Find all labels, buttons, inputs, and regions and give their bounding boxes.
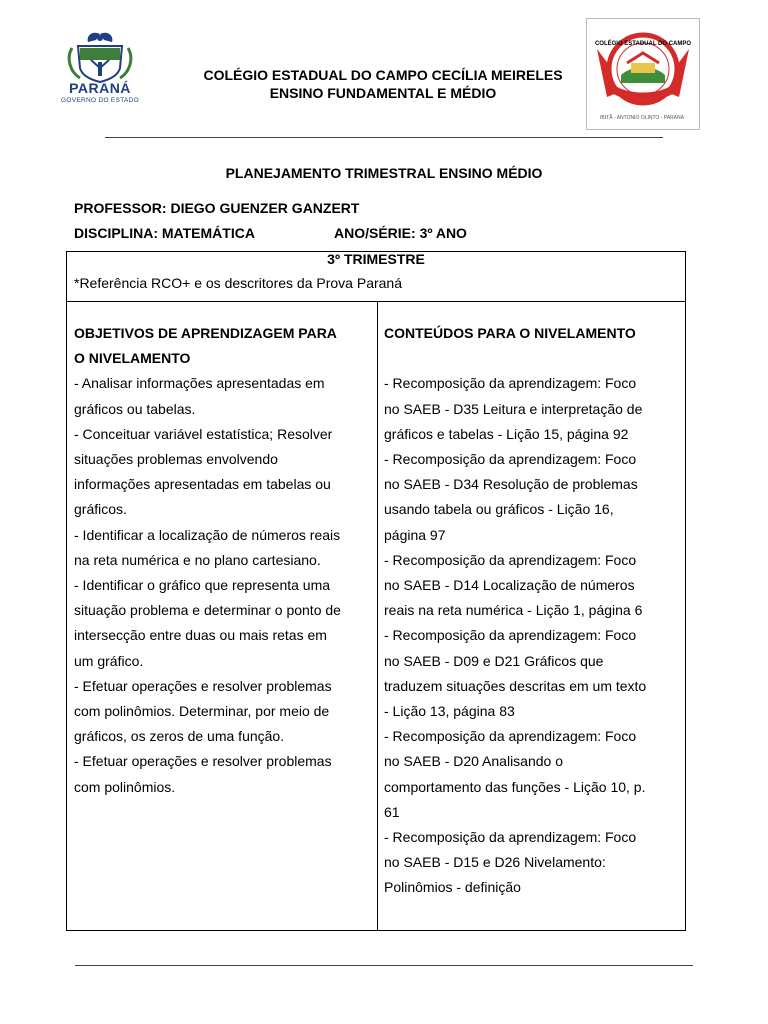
objectives-column — [74, 321, 372, 800]
content-line: comportamento das funções - Lição 10, p. — [384, 778, 646, 795]
emblem-ring-text: COLÉGIO ESTADUAL DO CAMPO — [594, 41, 692, 47]
objective-line: - Efetuar operações e resolver problemas — [74, 677, 332, 694]
content-line: gráficos e tabelas - Lição 15, página 92 — [384, 425, 629, 442]
parana-logo-subtitle: GOVERNO DO ESTADO — [61, 97, 139, 104]
trimester-label: 3º TRIMESTRE — [327, 251, 425, 267]
objectives-heading: O NIVELAMENTO — [74, 350, 191, 367]
content-line: no SAEB - D34 Resolução de problemas — [384, 476, 638, 493]
grade-line: ANO/SÉRIE: 3º ANO — [334, 225, 467, 241]
discipline-line: DISCIPLINA: MATEMÁTICA — [74, 225, 255, 241]
content-line: no SAEB - D09 e D21 Gráficos que — [384, 652, 604, 669]
content-line — [384, 346, 682, 371]
objective-line: informações apresentadas em tabelas ou — [74, 476, 331, 493]
content-line: 61 — [384, 803, 400, 820]
content-line: no SAEB - D14 Localização de números — [384, 577, 635, 594]
objective-line: - Identificar o gráfico que representa uma — [74, 577, 331, 594]
contents-heading: CONTEÚDOS PARA O NIVELAMENTO — [384, 325, 636, 341]
objective-line: gráficos. — [74, 501, 127, 518]
objective-line: intersecção entre duas ou mais retas em — [74, 627, 327, 644]
planning-table — [66, 251, 686, 931]
content-line: traduzem situações descritas em um texto — [384, 677, 647, 694]
content-line: - Recomposição da aprendizagem: Foco — [384, 375, 637, 392]
content-line: página 97 — [384, 526, 446, 543]
column-divider — [377, 302, 378, 930]
objective-line: situação problema e determinar o ponto de — [74, 602, 341, 619]
school-name: COLÉGIO ESTADUAL DO CAMPO CECÍLIA MEIRELES — [203, 67, 563, 83]
school-level: ENSINO FUNDAMENTAL E MÉDIO — [269, 85, 497, 101]
content-line: no SAEB - D35 Leitura e interpretação de — [384, 400, 643, 417]
content-line: usando tabela ou gráficos - Lição 16, — [384, 501, 614, 518]
objective-line: com polinômios. Determinar, por meio de — [74, 703, 330, 720]
objective-line: situações problemas envolvendo — [74, 451, 278, 468]
footer-divider — [75, 965, 693, 966]
content-line: - Recomposição da aprendizagem: Foco — [384, 451, 637, 468]
school-emblem — [586, 18, 700, 130]
objective-line: - Identificar a localização de números reais — [74, 526, 341, 543]
document-title: PLANEJAMENTO TRIMESTRAL ENSINO MÉDIO — [225, 165, 543, 181]
professor-line: PROFESSOR: DIEGO GUENZER GANZERT — [74, 200, 360, 216]
objective-line: na reta numérica e no plano cartesiano. — [74, 551, 321, 568]
objective-line: com polinômios. — [74, 778, 176, 795]
school-emblem-icon — [587, 19, 699, 129]
objective-line: - Conceituar variável estatística; Resolver — [74, 425, 333, 442]
objective-line: - Efetuar operações e resolver problemas — [74, 753, 332, 770]
objective-line: gráficos, os zeros de uma função. — [74, 728, 285, 745]
emblem-caption: IBITÃ - ANTONIO OLINTO - PARANÁ — [600, 115, 684, 121]
content-line: reais na reta numérica - Lição 1, página 6 — [384, 602, 643, 619]
parana-logo-wordmark: PARANÁ — [69, 80, 131, 96]
objectives-heading: OBJETIVOS DE APRENDIZAGEM PARA — [74, 325, 337, 341]
trimester-row — [67, 252, 685, 302]
contents-column — [384, 321, 682, 901]
objective-line: gráficos ou tabelas. — [74, 400, 196, 417]
objective-line: um gráfico. — [74, 652, 144, 669]
content-line: Polinômios - definição — [384, 879, 521, 896]
content-line: - Recomposição da aprendizagem: Foco — [384, 627, 637, 644]
header-divider — [105, 137, 663, 138]
content-line: no SAEB - D20 Analisando o — [384, 753, 564, 770]
reference-note: *Referência RCO+ e os descritores da Prova Paraná — [74, 275, 402, 291]
content-line: no SAEB - D15 e D26 Nivelamento: — [384, 854, 606, 871]
content-line: - Lição 13, página 83 — [384, 703, 515, 720]
content-line: - Recomposição da aprendizagem: Foco — [384, 728, 637, 745]
content-line: - Recomposição da aprendizagem: Foco — [384, 829, 637, 846]
content-line: - Recomposição da aprendizagem: Foco — [384, 551, 637, 568]
objective-line: - Analisar informações apresentadas em — [74, 375, 325, 392]
